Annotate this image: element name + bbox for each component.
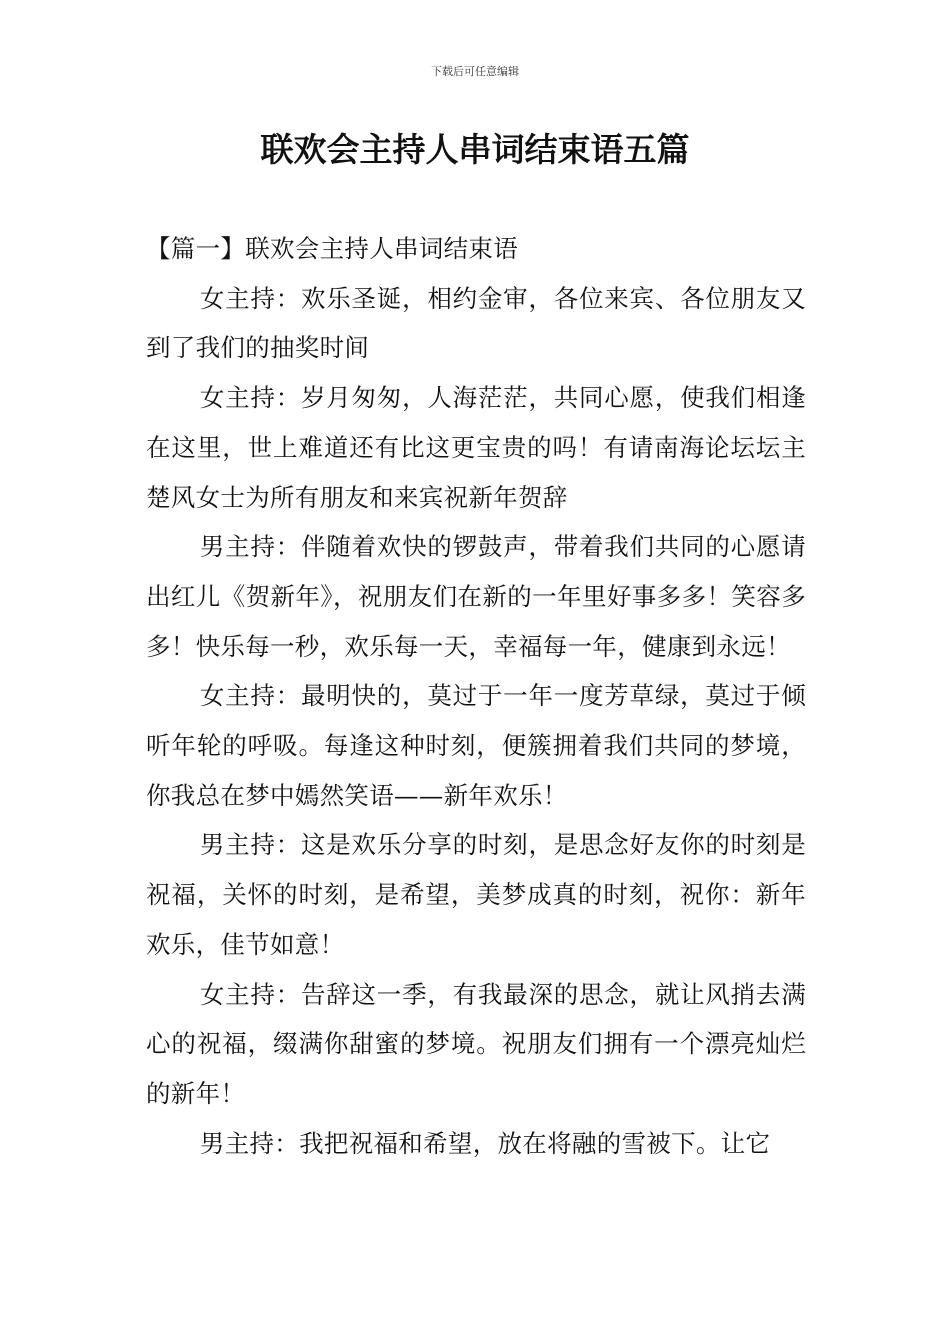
paragraph-5: 男主持：这是欢乐分享的时刻，是思念好友你的时刻是祝福，关怀的时刻，是希望，美梦成真的时刻，祝你：新年欢乐，佳节如意！ [146, 830, 806, 959]
paragraph-1: 女主持：欢乐圣诞，相约金审，各位来宾、各位朋友又到了我们的抽奖时间 [146, 283, 806, 363]
section-heading: 【篇一】联欢会主持人串词结束语 [146, 234, 518, 263]
paragraph-3: 男主持：伴随着欢快的锣鼓声，带着我们共同的心愿请出红儿《贺新年》，祝朋友们在新的一年里好事多多！笑容多多！快乐每一秒，欢乐每一天，幸福每一年，健康到永远！ [146, 532, 806, 661]
paragraph-6: 女主持：告辞这一季，有我最深的思念，就让风捎去满心的祝福，缀满你甜蜜的梦境。祝朋友们拥有一个漂亮灿烂的新年！ [146, 979, 806, 1108]
paragraph-2: 女主持：岁月匆匆，人海茫茫，共同心愿，使我们相逢在这里，世上难道还有比这更宝贵的吗！有请南海论坛坛主楚风女士为所有朋友和来宾祝新年贺辞 [146, 383, 806, 512]
document-title: 联欢会主持人串词结束语五篇 [260, 130, 690, 169]
paragraph-4: 女主持：最明快的，莫过于一年一度芳草绿，莫过于倾听年轮的呼吸。每逢这种时刻，便簇拥着我们共同的梦境，你我总在梦中嫣然笑语——新年欢乐！ [146, 681, 806, 810]
document-body [146, 224, 806, 1168]
header-note: 下载后可任意编辑 [431, 65, 519, 78]
paragraph-7: 男主持：我把祝福和希望，放在将融的雪被下。让它 [199, 1128, 771, 1158]
